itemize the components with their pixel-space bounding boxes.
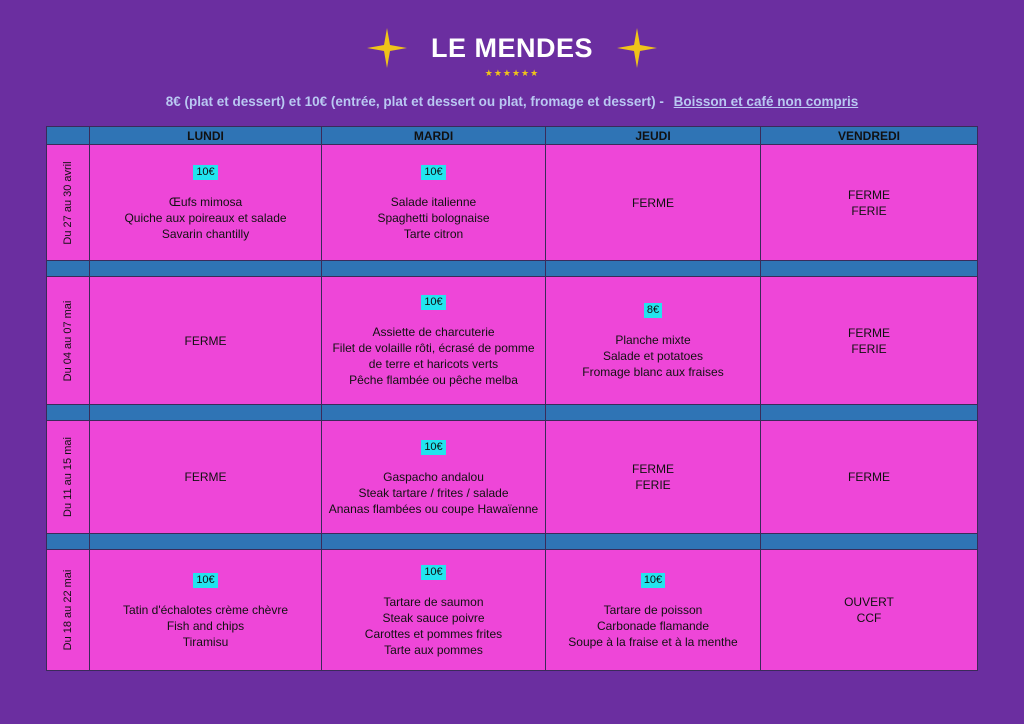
menu-table [46,126,978,671]
small-stars-decoration: ★★★★★★ [484,68,540,78]
menu-item: Steak tartare / frites / salade [358,485,509,500]
star-icon [615,26,659,70]
menu-item: Quiche aux poireaux et salade [124,211,287,225]
menu-item: Savarin chantilly [161,227,250,241]
star-icon [365,26,409,70]
menu-item: Ananas flambées ou coupe Hawaïenne [328,501,539,516]
separator-cell [322,534,546,550]
menu-item: Spaghetti bolognaise [377,211,490,225]
menu-cell [322,145,546,261]
separator-cell [90,261,322,277]
menu-item: Tartare de saumon [383,594,484,609]
menu-item: Tiramisu [182,634,229,649]
week-row [47,277,978,405]
menu-item: Planche mixte [615,333,691,347]
menu-cell [322,277,546,405]
price-badge: 10€ [421,165,445,180]
separator-cell [90,534,322,550]
separator-row [47,405,978,421]
price-badge: 10€ [193,165,217,180]
page-title: LE MENDES [430,32,594,63]
week-cell [47,421,90,534]
page-header [0,24,1024,82]
separator-cell [322,405,546,421]
menu-item: FERME [848,325,890,340]
menu-item: OUVERT [844,595,894,609]
menu-cell [322,550,546,671]
menu-item: Fish and chips [166,618,245,633]
menu-item: FERME [848,187,890,202]
menu-item: Gaspacho andalou [383,469,484,484]
week-label: Du 18 au 22 mai [62,569,74,651]
separator-cell [47,405,90,421]
price-badge: 10€ [421,440,445,455]
menu-item: CCF [856,611,882,625]
menu-cell [90,421,322,534]
menu-item: FERIE [851,341,887,356]
separator-cell [761,405,978,421]
week-row [47,550,978,671]
menu-cell [761,421,978,534]
menu-item: FERME [848,470,890,484]
pricing-subtitle [0,94,1024,109]
day-header: MARDI [322,127,546,145]
day-header: LUNDI [90,127,322,145]
menu-cell [761,277,978,405]
title-row [0,24,1024,72]
separator-cell [546,534,761,550]
separator-cell [90,405,322,421]
corner-cell [47,127,90,145]
menu-cell [761,145,978,261]
menu-item: de terre et haricots verts [368,357,499,371]
separator-cell [47,261,90,277]
menu-item: Pêche flambée ou pêche melba [349,373,518,387]
price-badge: 10€ [421,565,445,580]
separator-row [47,534,978,550]
menu-item: Tatin d'échalotes crème chèvre [122,602,289,617]
day-header: VENDREDI [761,127,978,145]
menu-cell [90,145,322,261]
menu-item: Carottes et pommes frites [364,626,503,641]
menu-cell [546,550,761,671]
menu-item: FERIE [635,478,671,492]
menu-item: Fromage blanc aux fraises [582,365,724,379]
price-badge: 8€ [644,303,662,318]
menu-item: FERME [184,333,227,348]
pricing-text: 8€ (plat et dessert) et 10€ (entrée, plat et dessert ou plat, fromage et dessert) - [165,94,668,109]
separator-cell [761,534,978,550]
week-cell [47,145,90,261]
menu-item: FERIE [851,203,887,218]
week-label: Du 11 au 15 mai [62,437,74,517]
menu-item: Œufs mimosa [168,195,243,209]
separator-cell [546,261,761,277]
days-header-row [47,127,978,145]
menu-item: Tarte aux pommes [384,642,483,657]
price-badge: 10€ [641,573,665,588]
drinks-note-link[interactable]: Boisson et café non compris [673,94,859,109]
week-label: Du 27 au 30 avril [62,160,74,245]
menu-cell [546,421,761,534]
menu-item: Salade italienne [390,195,477,209]
menu-cell [90,550,322,671]
menu-cell [90,277,322,405]
menu-item: Filet de volaille rôti, écrasé de pomme [332,341,535,355]
menu-item: Tartare de poisson [603,602,703,617]
price-badge: 10€ [193,573,217,588]
separator-cell [546,405,761,421]
menu-item: Salade et potatoes [602,349,704,363]
separator-row [47,261,978,277]
day-header: JEUDI [546,127,761,145]
week-cell [47,550,90,671]
week-row [47,421,978,534]
menu-cell [322,421,546,534]
menu-cell [546,277,761,405]
separator-cell [761,261,978,277]
separator-cell [322,261,546,277]
menu-cell [761,550,978,671]
menu-body [47,145,978,671]
price-badge: 10€ [421,295,445,310]
menu-item: Assiette de charcuterie [372,325,495,339]
menu-item: Carbonade flamande [596,618,710,633]
week-row [47,145,978,261]
week-label: Du 04 au 07 mai [62,300,74,381]
menu-item: FERME [184,470,227,484]
menu-item: FERME [632,462,674,476]
week-cell [47,277,90,405]
menu-cell [546,145,761,261]
menu-item: Soupe à la fraise et à la menthe [568,634,738,649]
menu-item: Steak sauce poivre [382,610,485,625]
menu-item: FERME [632,195,674,210]
separator-cell [47,534,90,550]
menu-item: Tarte citron [403,227,464,241]
